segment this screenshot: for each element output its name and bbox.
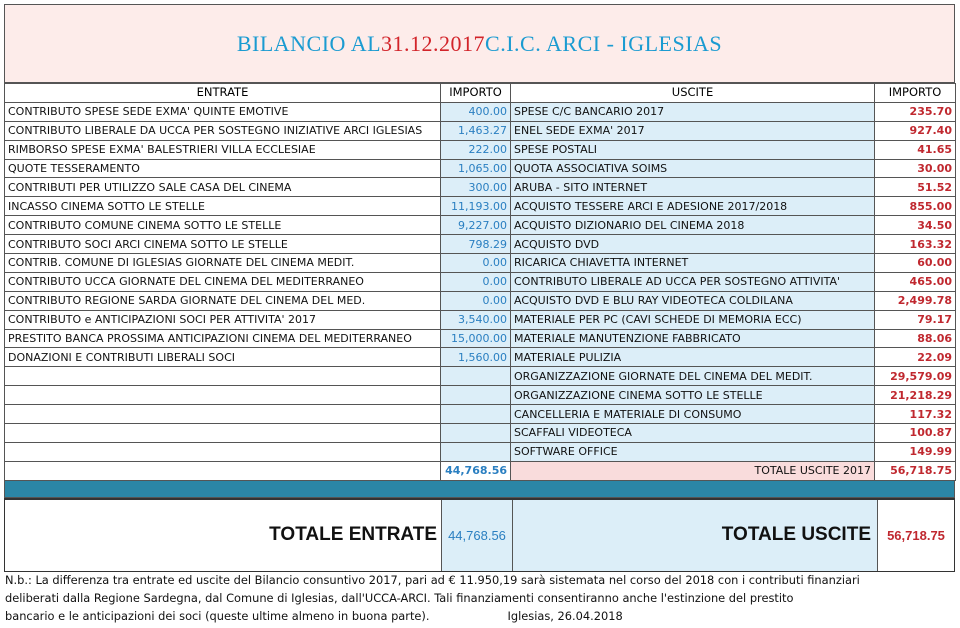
table-row	[5, 121, 956, 140]
entrata-label: CONTRIBUTO REGIONE SARDA GIORNATE DEL CINEMA DEL MED.	[5, 291, 441, 310]
uscita-label: ACQUISTO DIZIONARIO DEL CINEMA 2018	[511, 216, 875, 235]
uscita-amount: 100.87	[875, 424, 956, 443]
uscita-label: MATERIALE MANUTENZIONE FABBRICATO	[511, 329, 875, 348]
entrata-label	[5, 424, 441, 443]
uscita-amount: 88.06	[875, 329, 956, 348]
title-suffix: C.I.C. ARCI - IGLESIAS	[485, 30, 723, 56]
entrata-label: DONAZIONI E CONTRIBUTI LIBERALI SOCI	[5, 348, 441, 367]
entrata-amount: 11,193.00	[441, 197, 511, 216]
uscita-label: ENEL SEDE EXMA' 2017	[511, 121, 875, 140]
uscita-amount: 29,579.09	[875, 367, 956, 386]
header-row	[5, 84, 956, 103]
entrata-amount: 798.29	[441, 235, 511, 254]
header-importo-in: IMPORTO	[441, 84, 511, 103]
table-row	[5, 424, 956, 443]
entrata-amount	[441, 442, 511, 461]
uscita-label: CONTRIBUTO LIBERALE AD UCCA PER SOSTEGNO ATTIVITA'	[511, 272, 875, 291]
totals-row	[5, 461, 956, 480]
table-row	[5, 348, 956, 367]
balance-sheet	[4, 4, 955, 572]
footnote-line-2: deliberati dalla Regione Sardegna, dal Comune di Iglesias, dall'UCCA-ARCI. Tali finanziamenti consentiranno anche l'estinzione del prestito	[5, 591, 794, 605]
entrata-label: CONTRIBUTO e ANTICIPAZIONI SOCI PER ATTIVITA' 2017	[5, 310, 441, 329]
uscita-amount: 79.17	[875, 310, 956, 329]
entrata-amount: 0.00	[441, 254, 511, 273]
entrata-label	[5, 442, 441, 461]
uscita-label: QUOTA ASSOCIATIVA SOIMS	[511, 159, 875, 178]
header-uscite: USCITE	[511, 84, 875, 103]
uscita-amount: 41.65	[875, 140, 956, 159]
table-row	[5, 159, 956, 178]
uscita-label: ORGANIZZAZIONE GIORNATE DEL CINEMA DEL MEDIT.	[511, 367, 875, 386]
total-uscite-value: 56,718.75	[877, 500, 954, 571]
summary-box	[4, 498, 955, 572]
uscita-label: SCAFFALI VIDEOTECA	[511, 424, 875, 443]
entrata-label: CONTRIB. COMUNE DI IGLESIAS GIORNATE DEL CINEMA MEDIT.	[5, 254, 441, 273]
table-row	[5, 329, 956, 348]
entrata-label: RIMBORSO SPESE EXMA' BALESTRIERI VILLA ECCLESIAE	[5, 140, 441, 159]
entrata-amount: 0.00	[441, 272, 511, 291]
entrata-label: CONTRIBUTO LIBERALE DA UCCA PER SOSTEGNO INIZIATIVE ARCI IGLESIAS	[5, 121, 441, 140]
uscita-label: CANCELLERIA E MATERIALE DI CONSUMO	[511, 405, 875, 424]
footnote-line-1: N.b.: La differenza tra entrate ed uscite del Bilancio consuntivo 2017, pari ad € 11.950,19 sarà sistemata nel corso del 2018 con i contributi finanziari	[5, 573, 860, 587]
entrata-label: CONTRIBUTO COMUNE CINEMA SOTTO LE STELLE	[5, 216, 441, 235]
place-date: Iglesias, 26.04.2018	[507, 609, 623, 623]
entrata-amount: 9,227.00	[441, 216, 511, 235]
entrata-amount: 0.00	[441, 291, 511, 310]
entrata-label: CONTRIBUTO SPESE SEDE EXMA' QUINTE EMOTIVE	[5, 102, 441, 121]
total-entrate-label: TOTALE ENTRATE	[269, 524, 437, 546]
entrata-amount: 3,540.00	[441, 310, 511, 329]
entrata-label	[5, 386, 441, 405]
title-prefix: BILANCIO AL	[236, 30, 382, 56]
uscita-amount: 855.00	[875, 197, 956, 216]
uscita-label: ORGANIZZAZIONE CINEMA SOTTO LE STELLE	[511, 386, 875, 405]
footnote	[5, 571, 905, 625]
uscita-label: MATERIALE PER PC (CAVI SCHEDE DI MEMORIA ECC)	[511, 310, 875, 329]
entrata-label: CONTRIBUTI PER UTILIZZO SALE CASA DEL CINEMA	[5, 178, 441, 197]
entrata-amount: 300.00	[441, 178, 511, 197]
entrata-label	[5, 367, 441, 386]
entrata-amount: 1,560.00	[441, 348, 511, 367]
header-entrate: ENTRATE	[5, 84, 441, 103]
table-row	[5, 140, 956, 159]
uscita-label: ACQUISTO TESSERE ARCI E ADESIONE 2017/2018	[511, 197, 875, 216]
balance-table	[4, 83, 956, 481]
entrata-label: QUOTE TESSERAMENTO	[5, 159, 441, 178]
table-row	[5, 442, 956, 461]
separator-bar	[4, 481, 955, 498]
uscite-total: 56,718.75	[875, 461, 956, 480]
table-row	[5, 197, 956, 216]
entrata-amount	[441, 386, 511, 405]
footnote-line-3	[5, 607, 905, 625]
uscita-label: MATERIALE PULIZIA	[511, 348, 875, 367]
entrata-amount: 222.00	[441, 140, 511, 159]
table-row	[5, 310, 956, 329]
entrata-amount	[441, 367, 511, 386]
header-importo-out: IMPORTO	[875, 84, 956, 103]
entrata-amount: 15,000.00	[441, 329, 511, 348]
table-row	[5, 405, 956, 424]
uscita-amount: 60.00	[875, 254, 956, 273]
uscita-amount: 21,218.29	[875, 386, 956, 405]
uscita-amount: 117.32	[875, 405, 956, 424]
title-date: 31.12.2017	[381, 30, 486, 56]
uscita-amount: 2,499.78	[875, 291, 956, 310]
uscita-label: ARUBA - SITO INTERNET	[511, 178, 875, 197]
entrata-amount: 1,065.00	[441, 159, 511, 178]
footnote-line-3-text: bancario e le anticipazioni dei soci (queste ultime almeno in buona parte).	[5, 609, 430, 623]
entrata-amount	[441, 424, 511, 443]
table-row	[5, 367, 956, 386]
total-uscite-label: TOTALE USCITE	[513, 500, 877, 571]
table-row	[5, 272, 956, 291]
table-row	[5, 291, 956, 310]
uscita-amount: 235.70	[875, 102, 956, 121]
uscita-amount: 30.00	[875, 159, 956, 178]
totals-empty	[5, 461, 441, 480]
entrata-label	[5, 405, 441, 424]
uscita-label: SPESE C/C BANCARIO 2017	[511, 102, 875, 121]
uscita-label: ACQUISTO DVD	[511, 235, 875, 254]
table-row	[5, 386, 956, 405]
entrate-total: 44,768.56	[441, 461, 511, 480]
table-row	[5, 254, 956, 273]
uscita-label: SPESE POSTALI	[511, 140, 875, 159]
table-row	[5, 102, 956, 121]
uscita-amount: 927.40	[875, 121, 956, 140]
uscita-amount: 163.32	[875, 235, 956, 254]
uscita-amount: 465.00	[875, 272, 956, 291]
uscita-amount: 22.09	[875, 348, 956, 367]
document-title	[4, 4, 955, 83]
uscita-label: RICARICA CHIAVETTA INTERNET	[511, 254, 875, 273]
entrata-amount	[441, 405, 511, 424]
entrata-label: PRESTITO BANCA PROSSIMA ANTICIPAZIONI CINEMA DEL MEDITERRANEO	[5, 329, 441, 348]
entrata-label: CONTRIBUTO UCCA GIORNATE DEL CINEMA DEL MEDITERRANEO	[5, 272, 441, 291]
total-entrate-value: 44,768.56	[441, 500, 513, 571]
table-row	[5, 235, 956, 254]
entrata-amount: 400.00	[441, 102, 511, 121]
uscita-label: ACQUISTO DVD E BLU RAY VIDEOTECA COLDILANA	[511, 291, 875, 310]
table-row	[5, 178, 956, 197]
uscita-amount: 51.52	[875, 178, 956, 197]
uscita-amount: 34.50	[875, 216, 956, 235]
uscita-amount: 149.99	[875, 442, 956, 461]
table-row	[5, 216, 956, 235]
uscite-total-label: TOTALE USCITE 2017	[511, 461, 875, 480]
uscita-label: SOFTWARE OFFICE	[511, 442, 875, 461]
entrata-label: CONTRIBUTO SOCI ARCI CINEMA SOTTO LE STELLE	[5, 235, 441, 254]
entrata-label: INCASSO CINEMA SOTTO LE STELLE	[5, 197, 441, 216]
entrata-amount: 1,463.27	[441, 121, 511, 140]
